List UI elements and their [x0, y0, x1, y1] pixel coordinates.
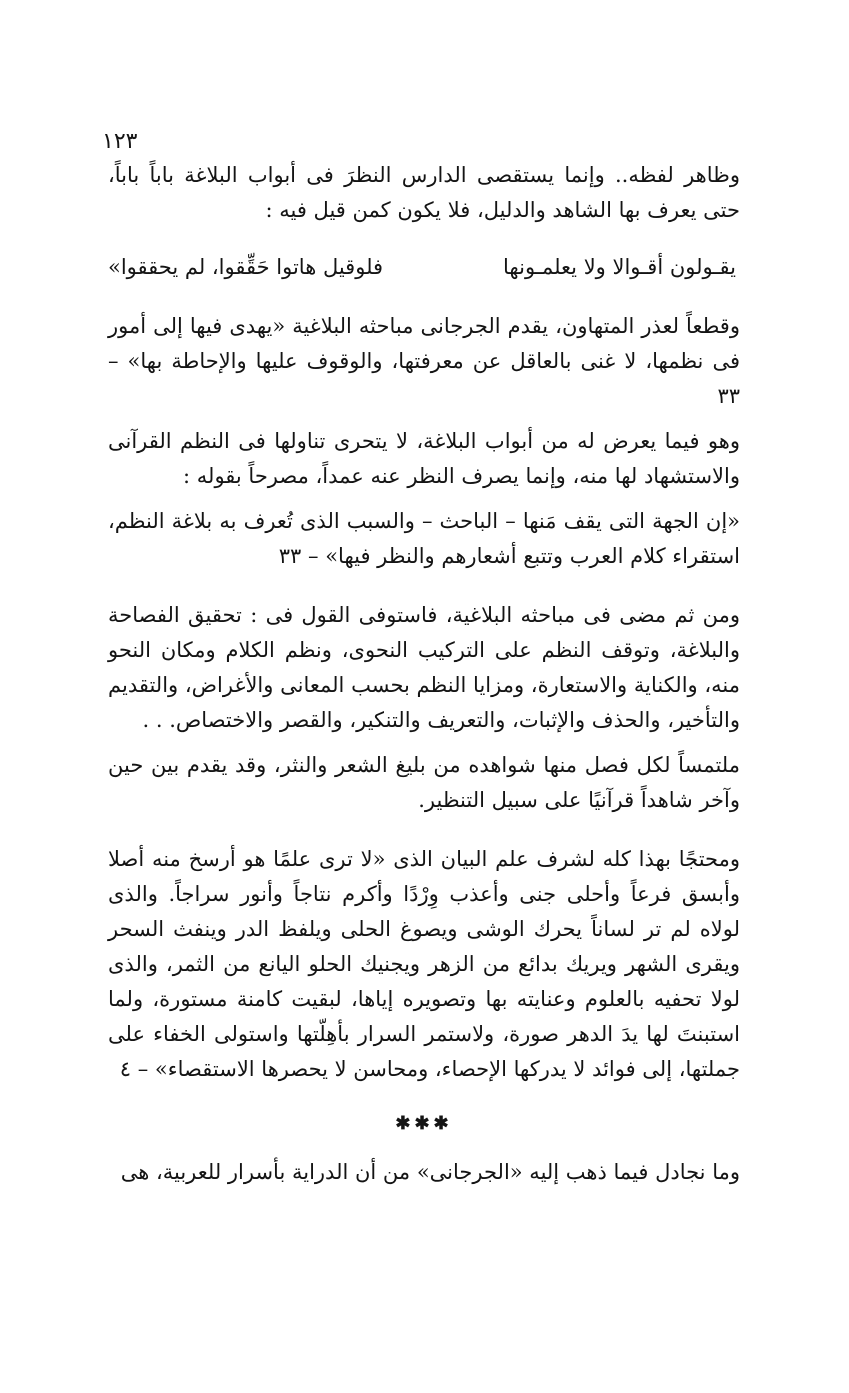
paragraph-6: ومحتجًا بهذا كله لشرف علم البيان الذى «لا ترى علمًا هو أرسخ منه أصلا وأبسق فرعاً وأحلى جنى وأعذب وِرْدًا وأكرم نتاجاً وأنور سراجاً. والذى لولاه لم تر لساناً يحرك الوشى ويصوغ الحلى ويلفظ الدر وينفث السحر ويقرى الشهر ويريك بدائع من الزهر ويجنيك الحلو اليانع من الثمر، والذى لولا تحفيه بالعلوم وعنايته بها وتصويره إياها، لبقيت كامنة مستورة، ولما استبنتَ لها يدَ الدهر صورة، ولاستمر السرار بأهِلّتها واستولى الخفاء على جملتها، إلى فوائد لا يدركها الإحصاء، ومحاسن لا يحصرها الاستقصاء» – ٤: [108, 847, 740, 1081]
verse-second-hemistich: فلوقيل هاتوا حَقِّقوا، لم يحققوا»: [108, 255, 384, 279]
paragraph-7: وما نجادل فيما ذهب إليه «الجرجانى» من أن الدراية بأسرار للعربية، هى: [120, 1160, 740, 1184]
verse-first-hemistich: يقـولون أقـوالا ولا يعلمـونها: [503, 255, 736, 279]
paragraph-1: وظاهر لفظه.. وإنما يستقصى الدارس النظرَ فى أبواب البلاغة باباً باباً، حتى يعرف بها الشاهد والدليل، فلا يكون كمن قيل فيه :: [108, 163, 740, 222]
quote-paragraph: «إن الجهة التى يقف مَنها – الباحث – والسبب الذى تُعرف به بلاغة النظم، استقراء كلام العرب وتتبع أشعارهم والنظر فيها» – ٣٣: [108, 509, 740, 568]
page-number: ١٢٣: [102, 129, 138, 154]
paragraph-5: ملتمساً لكل فصل منها شواهده من بليغ الشعر والنثر، وقد يقدم بين حين وآخر شاهداً قرآنيًا على سبيل التنظير.: [108, 753, 740, 812]
paragraph-2: وقطعاً لعذر المتهاون، يقدم الجرجانى مباحثه البلاغية «يهدى فيها إلى أمور فى نظمها، لا غنى بالعاقل عن معرفتها، والوقوف عليها والإحاطة بها» – ٣٣: [108, 314, 740, 408]
section-separator: ✱✱✱: [395, 1113, 453, 1134]
poem-verse: [108, 250, 740, 285]
page-body: [108, 158, 740, 1190]
paragraph-3: وهو فيما يعرض له من أبواب البلاغة، لا يتحرى تناولها فى النظم القرآنى والاستشهاد لها منه، وإنما يصرف النظر عنه عمداً، مصرحاً بقوله :: [108, 429, 740, 488]
paragraph-4: ومن ثم مضى فى مباحثه البلاغية، فاستوفى القول فى : تحقيق الفصاحة والبلاغة، وتوقف النظم على التركيب النحوى، ونظم الكلام ومكان النحو منه، والكناية والاستعارة، ومزايا النظم بحسب المعانى والأغراض، والتقديم والتأخير، والحذف والإثبات، والتعريف والتنكير، والقصر والاختصاص. . .: [108, 603, 740, 732]
